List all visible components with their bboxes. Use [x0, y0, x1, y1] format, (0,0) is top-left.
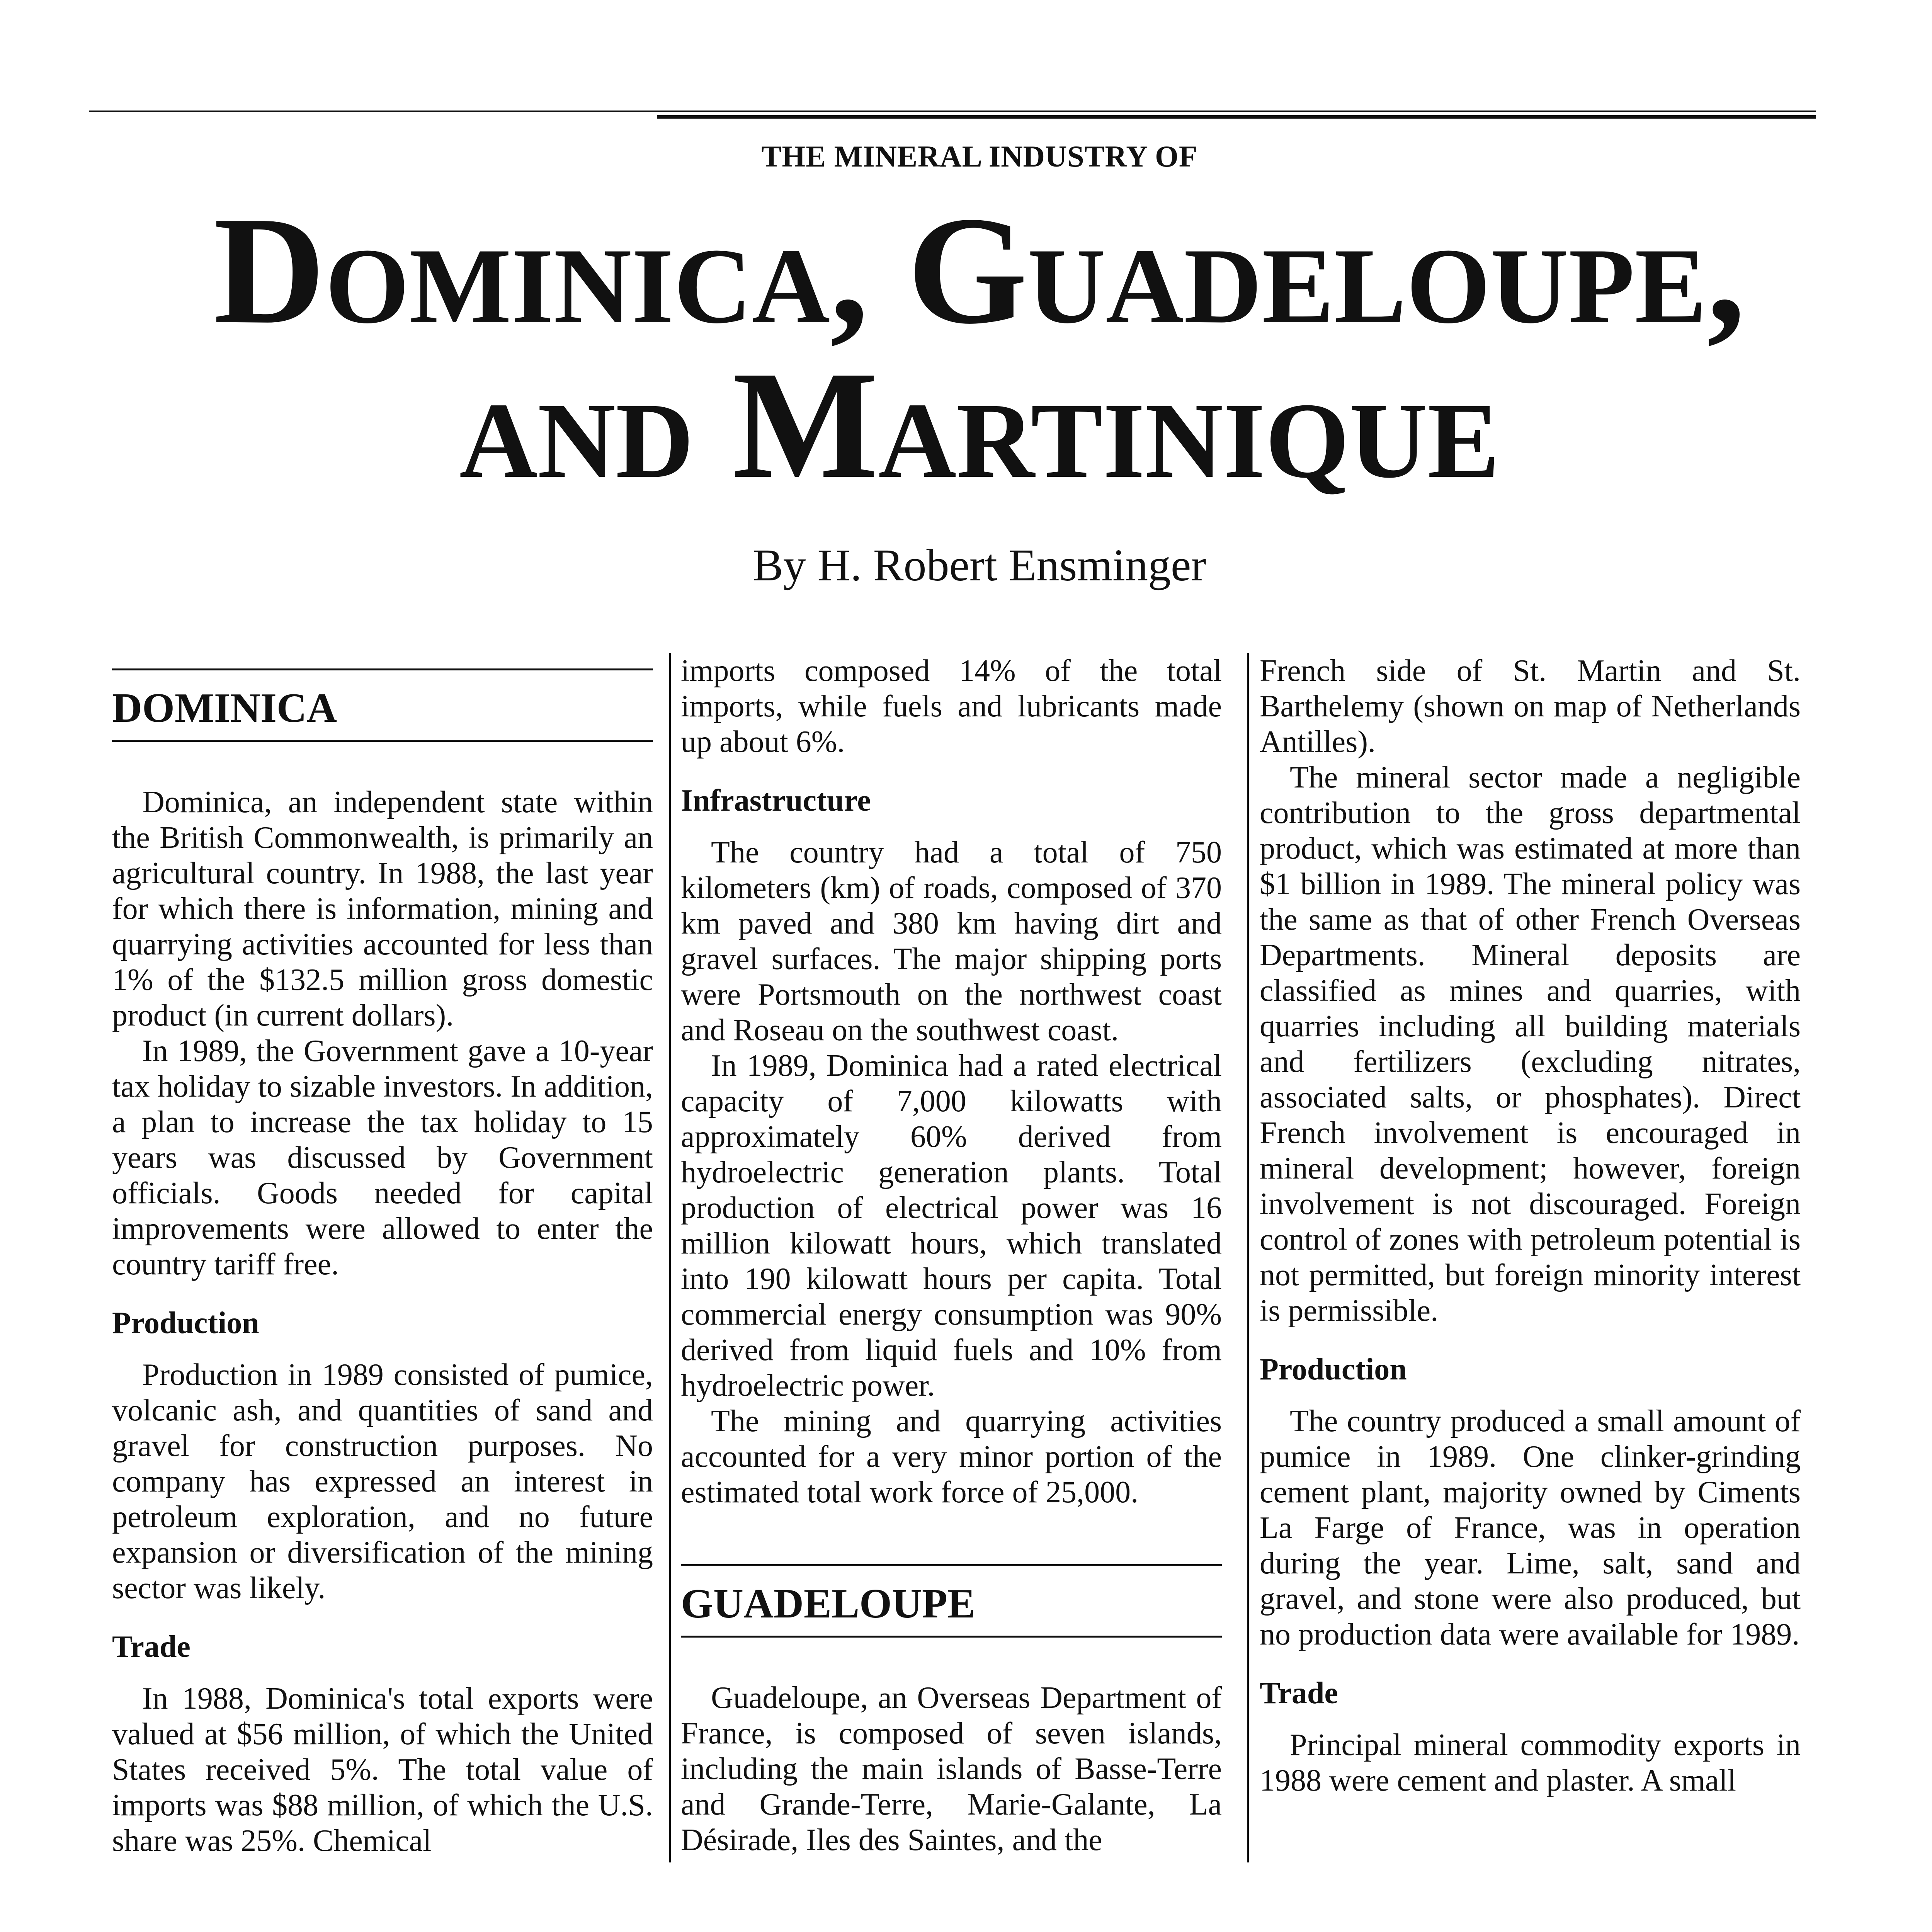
- paragraph: French side of St. Martin and St. Barthelemy (shown on map of Netherlands Antilles).: [1260, 654, 1801, 759]
- top-rule-thick: [657, 115, 1816, 119]
- column-2: [681, 653, 1222, 1858]
- subheading-trade: Trade: [112, 1630, 190, 1664]
- top-rule-thin: [89, 111, 1816, 112]
- subheading-production: Production: [1260, 1352, 1407, 1386]
- paragraph: Production in 1989 consisted of pumice, volcanic ash, and quantities of sand and gravel for construction purposes. No company has expressed an interest in petroleum exploration, and no future expansion or diversification of the mining sector was likely.: [112, 1358, 653, 1605]
- paragraph: The country had a total of 750 kilometers (km) of roads, composed of 370 km paved and 380 km having dirt and gravel surfaces. The major shipping ports were Portsmouth on the northwest coast and Roseau on the southwest coast.: [681, 835, 1222, 1047]
- paragraph: The mining and quarrying activities accounted for a very minor portion of the estimated total work force of 25,000.: [681, 1404, 1222, 1509]
- paragraph: The country produced a small amount of pumice in 1989. One clinker-grinding cement plant, majority owned by Ciments La Farge of France, was in operation during the year. Lime, salt, sand and gravel, and stone were also produced, but no production data were available for 1989.: [1260, 1404, 1801, 1651]
- column-divider-1: [669, 653, 671, 1862]
- column-divider-2: [1247, 653, 1249, 1862]
- paragraph: In 1988, Dominica's total exports were valued at $56 million, of which the United States received 5%. The total value of imports was $88 million, of which the U.S. share was 25%. Chemical: [112, 1682, 653, 1858]
- column-3: [1260, 653, 1801, 1798]
- subheading-infrastructure: Infrastructure: [681, 784, 871, 818]
- section-header-dominica: [112, 668, 653, 742]
- paragraph: Principal mineral commodity exports in 1988 were cement and plaster. A small: [1260, 1728, 1801, 1798]
- paragraph: In 1989, the Government gave a 10-year tax holiday to sizable investors. In addition, a plan to increase the tax holiday to 15 years was discussed by Government officials. Goods needed for capital improvements were allowed to enter the country tariff free.: [112, 1034, 653, 1281]
- column-1: [112, 668, 653, 1859]
- page-title-line2: and Martinique: [459, 339, 1500, 510]
- paragraph: Guadeloupe, an Overseas Department of France, is composed of seven islands, including the main islands of Basse-Terre and Grande-Terre, Marie-Galante, La Désirade, Iles des Saintes, and the: [681, 1681, 1222, 1857]
- page-title-line1: Dominica, Guadeloupe,: [213, 185, 1746, 356]
- paragraph: In 1989, Dominica had a rated electrical capacity of 7,000 kilowatts with approximately 60% derived from hydroelectric generation plants. Total production of electrical power was 16 million kilowatt hours, which translated into 190 kilowatt hours per capita. Total commercial energy consumption was 90% derived from liquid fuels and 10% from hydroelectric power.: [681, 1049, 1222, 1403]
- subheading-production: Production: [112, 1306, 259, 1340]
- subheading-trade: Trade: [1260, 1676, 1338, 1710]
- section-title-guadeloupe: GUADELOUPE: [681, 1581, 976, 1627]
- byline: By H. Robert Ensminger: [753, 540, 1206, 590]
- kicker: THE MINERAL INDUSTRY OF: [761, 139, 1198, 173]
- section-title-dominica: DOMINICA: [112, 685, 337, 731]
- paragraph: imports composed 14% of the total imports, while fuels and lubricants made up about 6%.: [681, 654, 1222, 759]
- section-header-guadeloupe: [681, 1564, 1222, 1638]
- paragraph: Dominica, an independent state within the British Commonwealth, is primarily an agricultural country. In 1988, the last year for which there is information, mining and quarrying activities accounted for less than 1% of the $132.5 million gross domestic product (in current dollars).: [112, 785, 653, 1032]
- paragraph: The mineral sector made a negligible contribution to the gross departmental product, which was estimated at more than $1 billion in 1989. The mineral policy was the same as that of other French Overseas Departments. Mineral deposits are classified as mines and quarries, with quarries including all building materials and fertilizers (excluding nitrates, associated salts, or phosphates). Direct French involvement is encouraged in mineral development; however, foreign involvement is not discouraged. Foreign control of zones with petroleum potential is not permitted, but foreign minority interest is permissible.: [1260, 760, 1801, 1328]
